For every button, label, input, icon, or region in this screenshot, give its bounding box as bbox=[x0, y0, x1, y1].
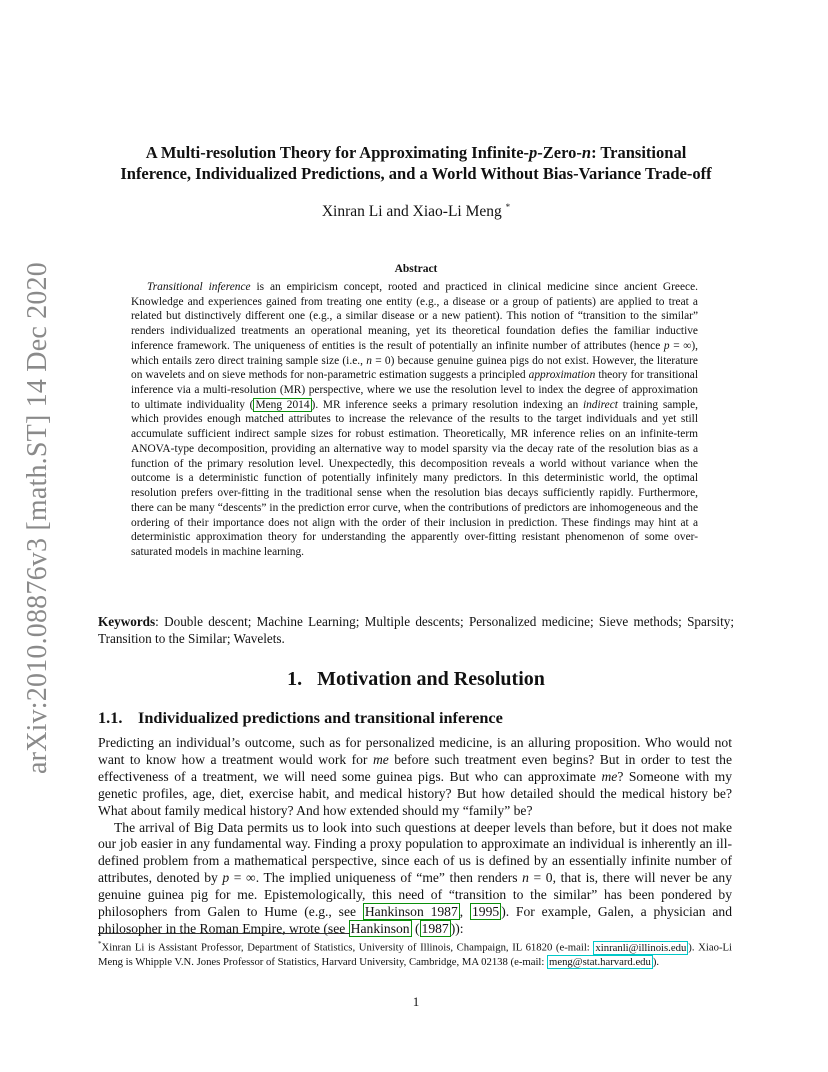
author-names: Xinran Li and Xiao-Li Meng bbox=[321, 203, 502, 221]
abstract-body: Transitional inference is an empiricism concept, rooted and practiced in clinical medicine since ancient Greece. Knowledge and experiences gained from treating one entity (e.g., a disease or a group of patients) are applied to treat a related but distinctively different one (e.g., a similar disease or a new patient). This notion of “transition to the similar” renders individualized treatments an operational meaning, yet its theoretical foundation defies the familiar inductive inference framework. The uniqueness of entities is the result of potentially an infinite number of attributes (hence p = ∞), which entails zero direct training sample size (i.e., n = 0) because genuine guinea pigs do not exist. However, the literature on wavelets and on sieve methods for non-parametric estimation suggests a principled approximation theory for transitional inference via a multi-resolution (MR) perspective, where we use the resolution level to index the degree of approximation to ultimate individuality ( Meng 2014 ). MR inference seeks a primary resolution indexing an indirect training sample, which provides enough matched attributes to increase the relevance of the results to the target individuals and yet still accumulate sufficient indirect sample sizes for robust estimation. Theoretically, MR inference relies on an infinite-term ANOVA-type decomposition, providing an alternative way to model sparsity via the decay rate of the resolution bias as a function of the primary resolution level. Unexpectedly, this decomposition reveals a world without variance when the outcome is a deterministic function of potentially infinitely many predictors. In this deterministic world, the optimal resolution prefers over-fitting in the traditional sense when the resolution bias decays sufficiently rapidly. Furthermore, there can be many “descents” in the prediction error curve, when the contributions of predictors are inhomogeneous and the ordering of their importance does not align with the order of their inclusion in prediction. These findings may hint at a deterministic approximation theory for understanding the apparently over-fitting resistant phenomenon of some over-saturated models in machine learning. bbox=[131, 281, 699, 558]
citation-link-hankinson-1987[interactable]: Hankinson 1987 bbox=[364, 904, 458, 920]
footnote-divider bbox=[98, 933, 350, 934]
citation-link-1995[interactable]: 1995 bbox=[472, 904, 500, 920]
arxiv-identifier-stamp bbox=[15, 260, 61, 775]
paper-title-line2: Inference, Individualized Predictions, and a World Without Bias-Variance Trade-off bbox=[120, 164, 712, 183]
author-list bbox=[98, 202, 734, 221]
abstract-heading: Abstract bbox=[394, 263, 438, 275]
email-link-meng[interactable]: meng@stat.harvard.edu bbox=[549, 955, 651, 968]
page-number: 1 bbox=[412, 994, 420, 1009]
body-paragraph: The arrival of Big Data permits us to look into such questions at deeper levels than before, but it does not make our job easier in any fundamental way. Finding a proxy population to approximate an individual is inherently an ill-defined problem from a mathematical perspective, since each of us is defined by an essentially infinite number of attributes, denoted by p = ∞. The implied uniqueness of “me” then renders n = 0, that is, there will never be any genuine guinea pig for me. Epistemologically, this need of “transition to the similar” has been pondered by philosophers from Galen to Hume (e.g., see Hankinson 1987 , 1995 ). For example, Galen, a physician and philosopher in the Roman Empire, wrote (see Hankinson ( 1987 )): bbox=[98, 819, 733, 936]
keywords-block bbox=[98, 613, 734, 647]
author-footnote: *Xinran Li is Assistant Professor, Department of Statistics, University of Illinois, Champaign, IL 61820 (e-mail: xinranli@illinois.edu ). Xiao-Li Meng is Whipple V.N. Jones Professor of Statistics, Harvard University, Cambridge, MA 02138 (e-mail: meng@stat.harvard.edu ). bbox=[98, 940, 732, 968]
section-heading: 1. Motivation and Resolution bbox=[287, 668, 545, 690]
subsection-heading: 1.1. Individualized predictions and transitional inference bbox=[98, 708, 503, 727]
body-text bbox=[98, 735, 732, 938]
author-footnote-marker[interactable]: * bbox=[505, 202, 511, 212]
arxiv-identifier-text: arXiv:2010.08876v3 [math.ST] 14 Dec 2020 bbox=[22, 261, 54, 774]
citation-link-hankinson[interactable]: Hankinson bbox=[350, 920, 410, 936]
paper-title: A Multi-resolution Theory for Approximating Infinite-p-Zero-n: Transitional Inference, Individualized Predictions, and a World Without Bias-Variance Trade-off bbox=[120, 143, 712, 183]
citation-link-meng-2014[interactable]: Meng 2014 bbox=[255, 398, 310, 411]
body-paragraph: Predicting an individual’s outcome, such as for personalized medicine, is an alluring proposition. Who would not want to know how a treatment would work for me before such treatment even begins? But in order to test the effectiveness of a treatment, we will need some guinea pigs. But who can approximate me? Someone with my genetic profiles, age, diet, exercise habit, and medical history? But how detailed should the medical history be? What about family medical history? And how extended should my “family” be? bbox=[98, 735, 733, 818]
keywords-label: Keywords bbox=[98, 614, 156, 629]
keywords-text: : Double descent; Machine Learning; Multiple descents; Personalized medicine; Sieve methods; Sparsity; Transition to the Similar; Wavelets. bbox=[98, 614, 734, 646]
email-link-xinranli[interactable]: xinranli@illinois.edu bbox=[595, 941, 687, 954]
citation-link-1987[interactable]: 1987 bbox=[421, 920, 449, 936]
